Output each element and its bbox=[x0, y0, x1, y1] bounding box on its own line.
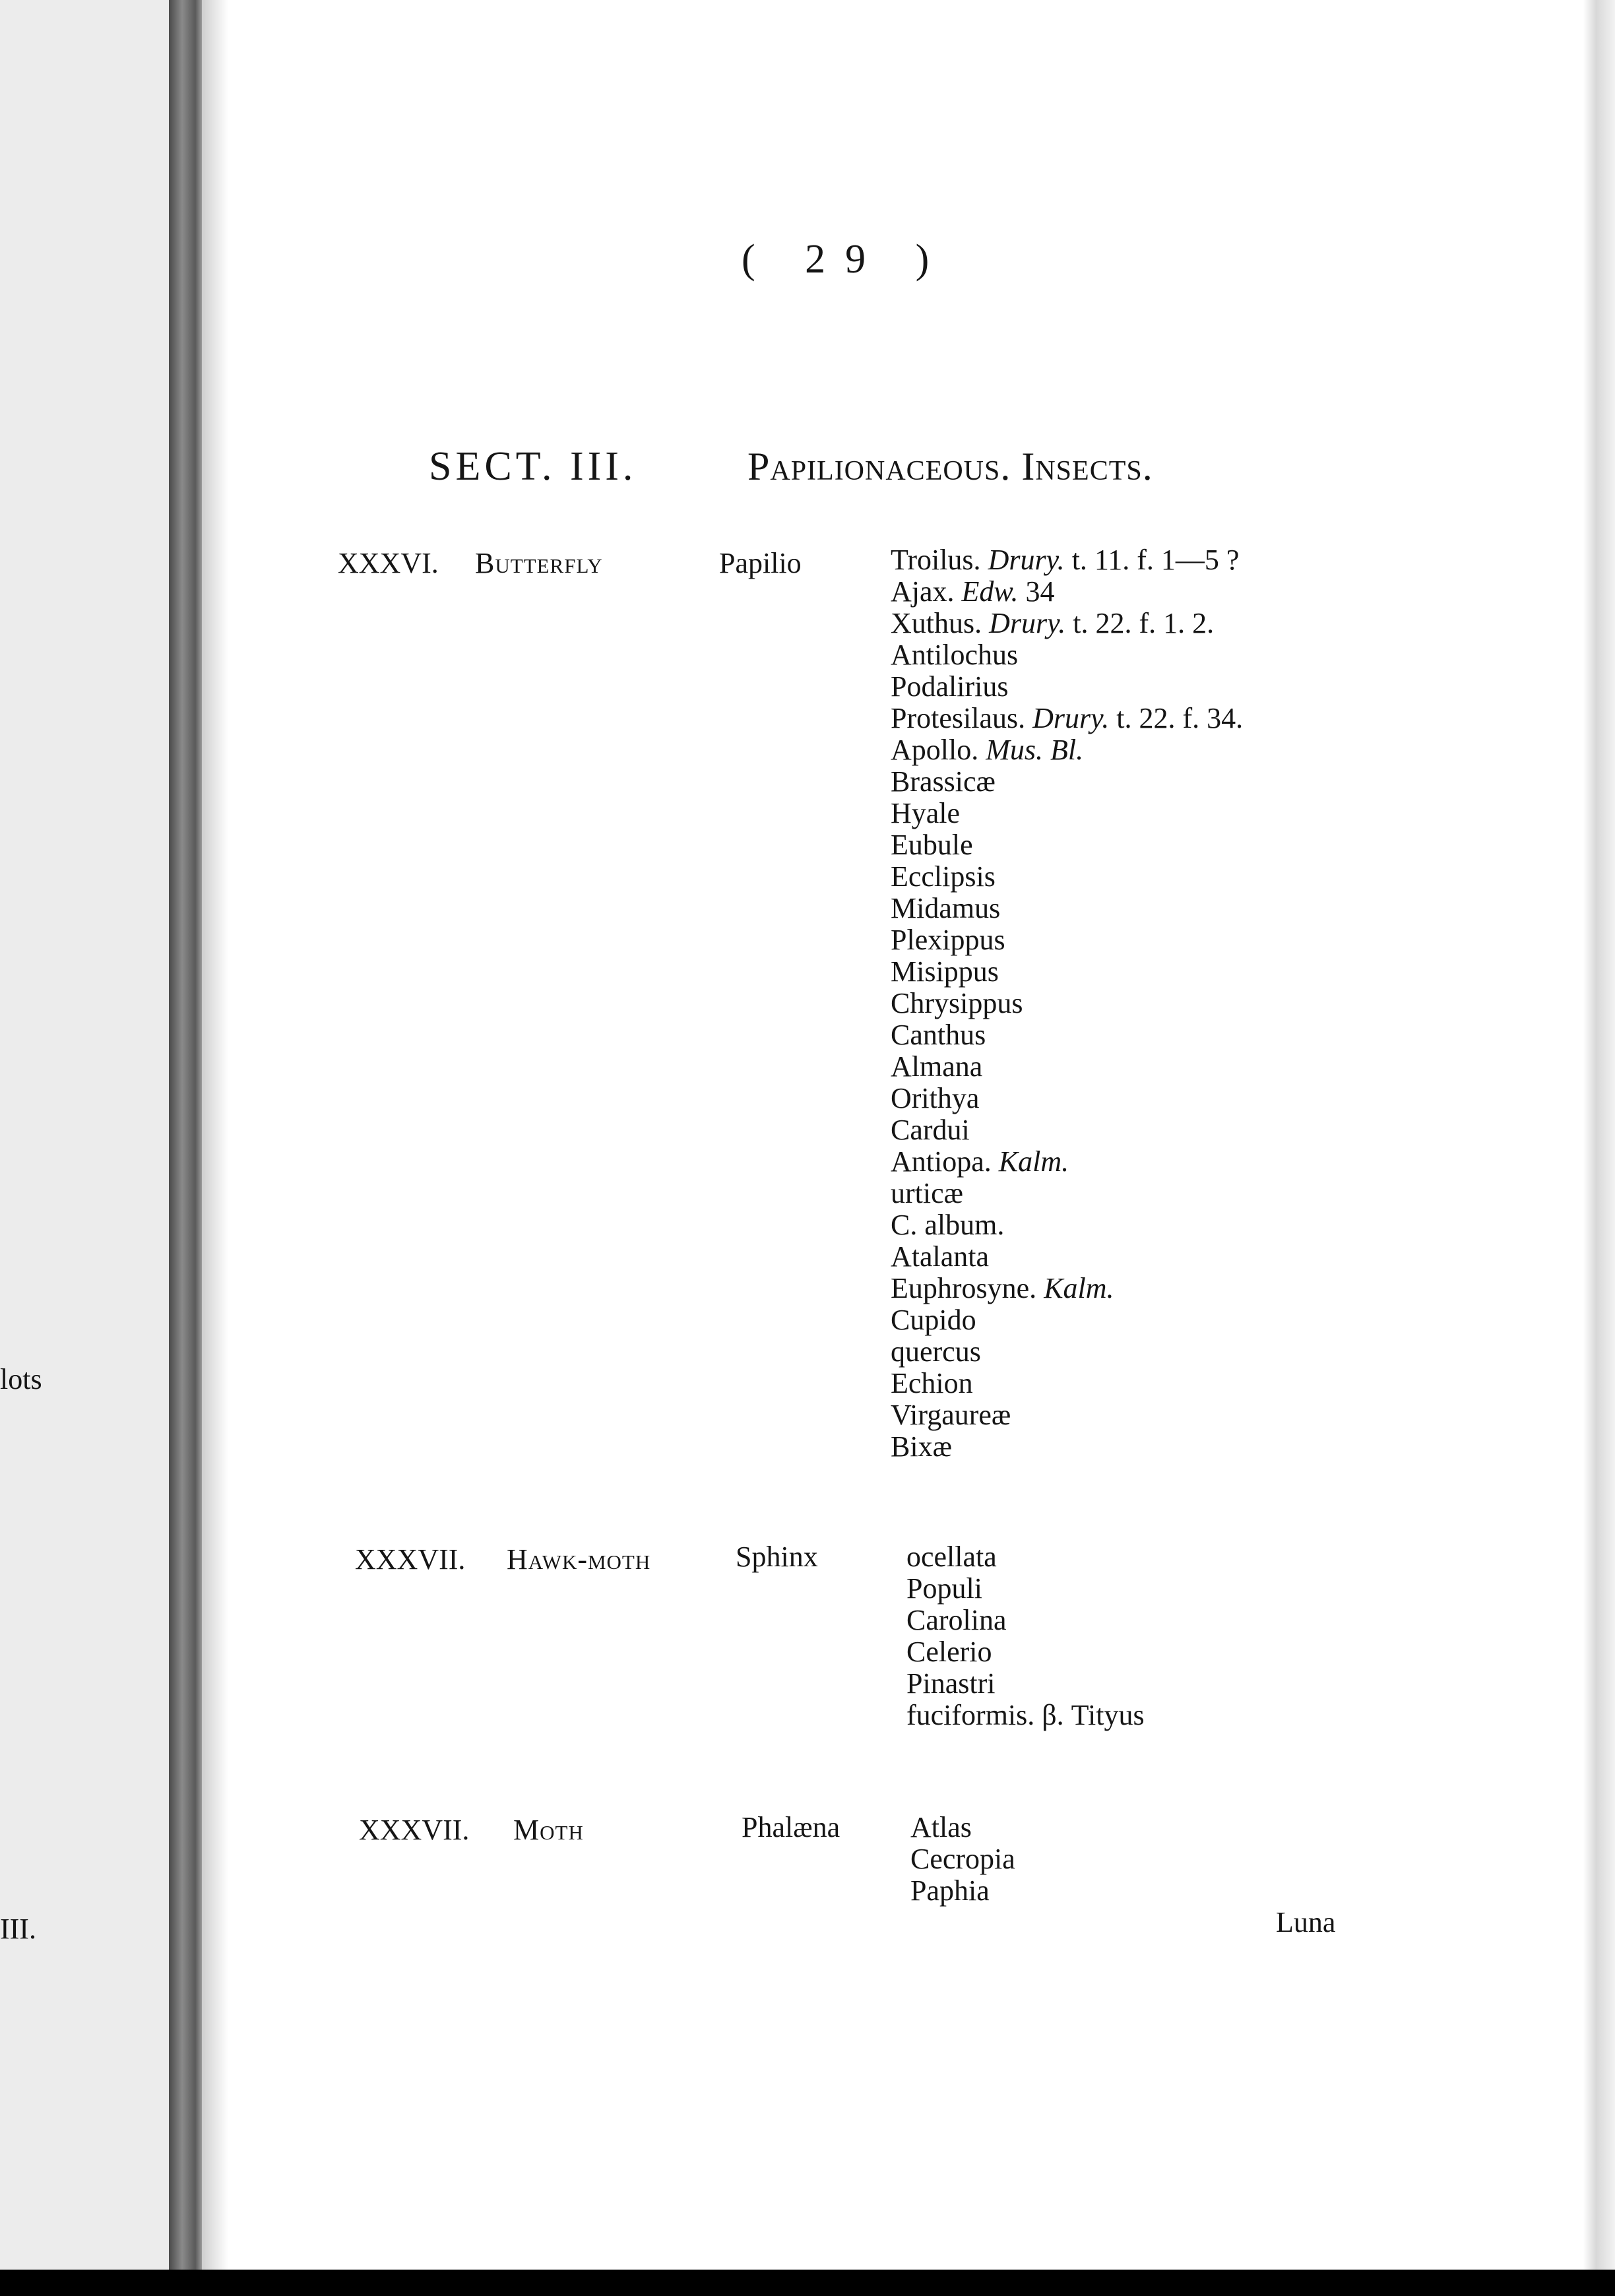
page-right-edge bbox=[1583, 0, 1615, 2270]
species-entry bbox=[891, 1019, 1243, 1051]
species-name: Almana bbox=[891, 1050, 983, 1083]
page-gutter-shadow bbox=[202, 0, 228, 2270]
species-reference-plate: t. 11. f. 1—5 ? bbox=[1071, 544, 1240, 576]
species-entry bbox=[891, 988, 1243, 1019]
species-name: quercus bbox=[891, 1335, 981, 1368]
species-entry bbox=[891, 1241, 1243, 1273]
species-name: Paphia bbox=[910, 1874, 990, 1907]
species-entry bbox=[891, 766, 1243, 798]
genus-common-name: Butterfly bbox=[475, 547, 603, 579]
species-name: Ecclipsis bbox=[891, 860, 996, 893]
species-reference-author: Drury. bbox=[988, 544, 1065, 576]
species-name: Antilochus bbox=[891, 639, 1019, 671]
species-entry bbox=[891, 829, 1243, 861]
species-name: Cupido bbox=[891, 1304, 976, 1336]
species-name: Misippus bbox=[891, 955, 999, 988]
species-entry bbox=[906, 1541, 1145, 1573]
left-margin-fragment: lots bbox=[0, 1363, 42, 1395]
species-name: Ajax. bbox=[891, 575, 955, 608]
species-name: Canthus bbox=[891, 1019, 986, 1051]
species-entry bbox=[891, 861, 1243, 893]
species-reference-plate: t. 22. f. 34. bbox=[1116, 702, 1244, 734]
species-reference-author: Mus. Bl. bbox=[986, 734, 1084, 766]
species-entry bbox=[891, 703, 1243, 734]
species-entry bbox=[891, 798, 1243, 829]
species-name: C. album. bbox=[891, 1209, 1005, 1241]
species-reference-plate: t. 22. f. 1. 2. bbox=[1073, 607, 1215, 639]
species-name: Protesilaus. bbox=[891, 702, 1026, 734]
species-name: Antiopa. bbox=[891, 1145, 992, 1178]
species-name: Cardui bbox=[891, 1114, 970, 1146]
species-name: Cecropia bbox=[910, 1843, 1015, 1875]
species-entry bbox=[891, 1368, 1243, 1399]
genus-numeral: XXXVI. bbox=[338, 547, 439, 579]
species-name: Euphrosyne. bbox=[891, 1272, 1037, 1304]
species-name: Chrysippus bbox=[891, 987, 1023, 1019]
species-name: Midamus bbox=[891, 892, 1001, 924]
genus-numeral: XXXVII. bbox=[359, 1814, 470, 1846]
species-name: Celerio bbox=[906, 1636, 992, 1668]
species-entry bbox=[910, 1812, 1015, 1843]
species-reference-author: Kalm. bbox=[1044, 1272, 1114, 1304]
species-entry bbox=[891, 1273, 1243, 1304]
species-name: Virgaureæ bbox=[891, 1399, 1011, 1431]
species-name: Carolina bbox=[906, 1604, 1007, 1636]
species-name: Apollo. bbox=[891, 734, 979, 766]
species-name: Pinastri bbox=[906, 1667, 996, 1700]
species-name: Xuthus. bbox=[891, 607, 982, 639]
species-entry bbox=[891, 671, 1243, 703]
species-entry bbox=[906, 1636, 1145, 1668]
species-entry bbox=[891, 1431, 1243, 1463]
species-entry bbox=[891, 1336, 1243, 1368]
genus-latin-name: Papilio bbox=[719, 547, 802, 579]
species-entry bbox=[891, 608, 1243, 639]
species-entry bbox=[891, 924, 1243, 956]
genus-latin-name: Phalæna bbox=[742, 1811, 840, 1843]
scan-bottom-border bbox=[0, 2270, 1615, 2296]
genus-common-name: Moth bbox=[513, 1814, 584, 1846]
species-entry bbox=[891, 1083, 1243, 1114]
species-name: Orithya bbox=[891, 1082, 980, 1114]
species-entry bbox=[906, 1573, 1145, 1605]
species-name: Echion bbox=[891, 1367, 973, 1399]
species-name: Eubule bbox=[891, 829, 973, 861]
species-name: Atalanta bbox=[891, 1240, 990, 1273]
species-name: Hyale bbox=[891, 797, 961, 829]
species-reference-plate: 34 bbox=[1025, 575, 1055, 608]
species-name: Podalirius bbox=[891, 670, 1009, 703]
species-entry bbox=[891, 576, 1243, 608]
genus-latin-name: Sphinx bbox=[736, 1541, 818, 1573]
left-margin-fragment: III. bbox=[0, 1913, 36, 1945]
species-entry bbox=[910, 1843, 1015, 1875]
species-list bbox=[906, 1541, 1145, 1731]
section-number: SECT. III. bbox=[429, 444, 637, 489]
genus-numeral: XXXVII. bbox=[355, 1543, 466, 1576]
species-entry bbox=[891, 1114, 1243, 1146]
species-entry bbox=[891, 1178, 1243, 1209]
genus-common-name: Hawk-moth bbox=[507, 1543, 651, 1576]
species-name: Bixæ bbox=[891, 1430, 952, 1463]
species-entry bbox=[891, 893, 1243, 924]
stray-entry: Luna bbox=[1276, 1906, 1336, 1938]
species-name: urticæ bbox=[891, 1177, 963, 1209]
species-name: Populi bbox=[906, 1572, 982, 1605]
species-name: Troilus. bbox=[891, 544, 981, 576]
species-reference-author: Drury. bbox=[989, 607, 1066, 639]
species-entry bbox=[891, 1146, 1243, 1178]
species-entry bbox=[891, 1399, 1243, 1431]
book-binding bbox=[169, 0, 202, 2270]
species-reference-author: Kalm. bbox=[998, 1145, 1069, 1178]
page-number: ( 29 ) bbox=[742, 237, 949, 282]
species-list bbox=[891, 544, 1243, 1463]
section-title: Papilionaceous. Insects. bbox=[747, 445, 1153, 488]
species-reference-author: Drury. bbox=[1032, 702, 1110, 734]
species-entry bbox=[891, 1209, 1243, 1241]
species-reference-author: Edw. bbox=[961, 575, 1019, 608]
species-entry bbox=[906, 1700, 1145, 1731]
species-entry bbox=[891, 639, 1243, 671]
species-name: Plexippus bbox=[891, 924, 1005, 956]
species-entry bbox=[891, 1051, 1243, 1083]
species-entry bbox=[891, 956, 1243, 988]
species-entry bbox=[906, 1605, 1145, 1636]
species-entry bbox=[891, 1304, 1243, 1336]
species-entry bbox=[906, 1668, 1145, 1700]
species-entry bbox=[891, 734, 1243, 766]
species-entry bbox=[910, 1875, 1015, 1907]
species-name: Atlas bbox=[910, 1811, 972, 1843]
species-name: fuciformis. β. Tityus bbox=[906, 1699, 1145, 1731]
species-entry bbox=[891, 544, 1243, 576]
species-name: ocellata bbox=[906, 1541, 997, 1573]
species-name: Brassicæ bbox=[891, 765, 996, 798]
species-list bbox=[910, 1812, 1015, 1907]
